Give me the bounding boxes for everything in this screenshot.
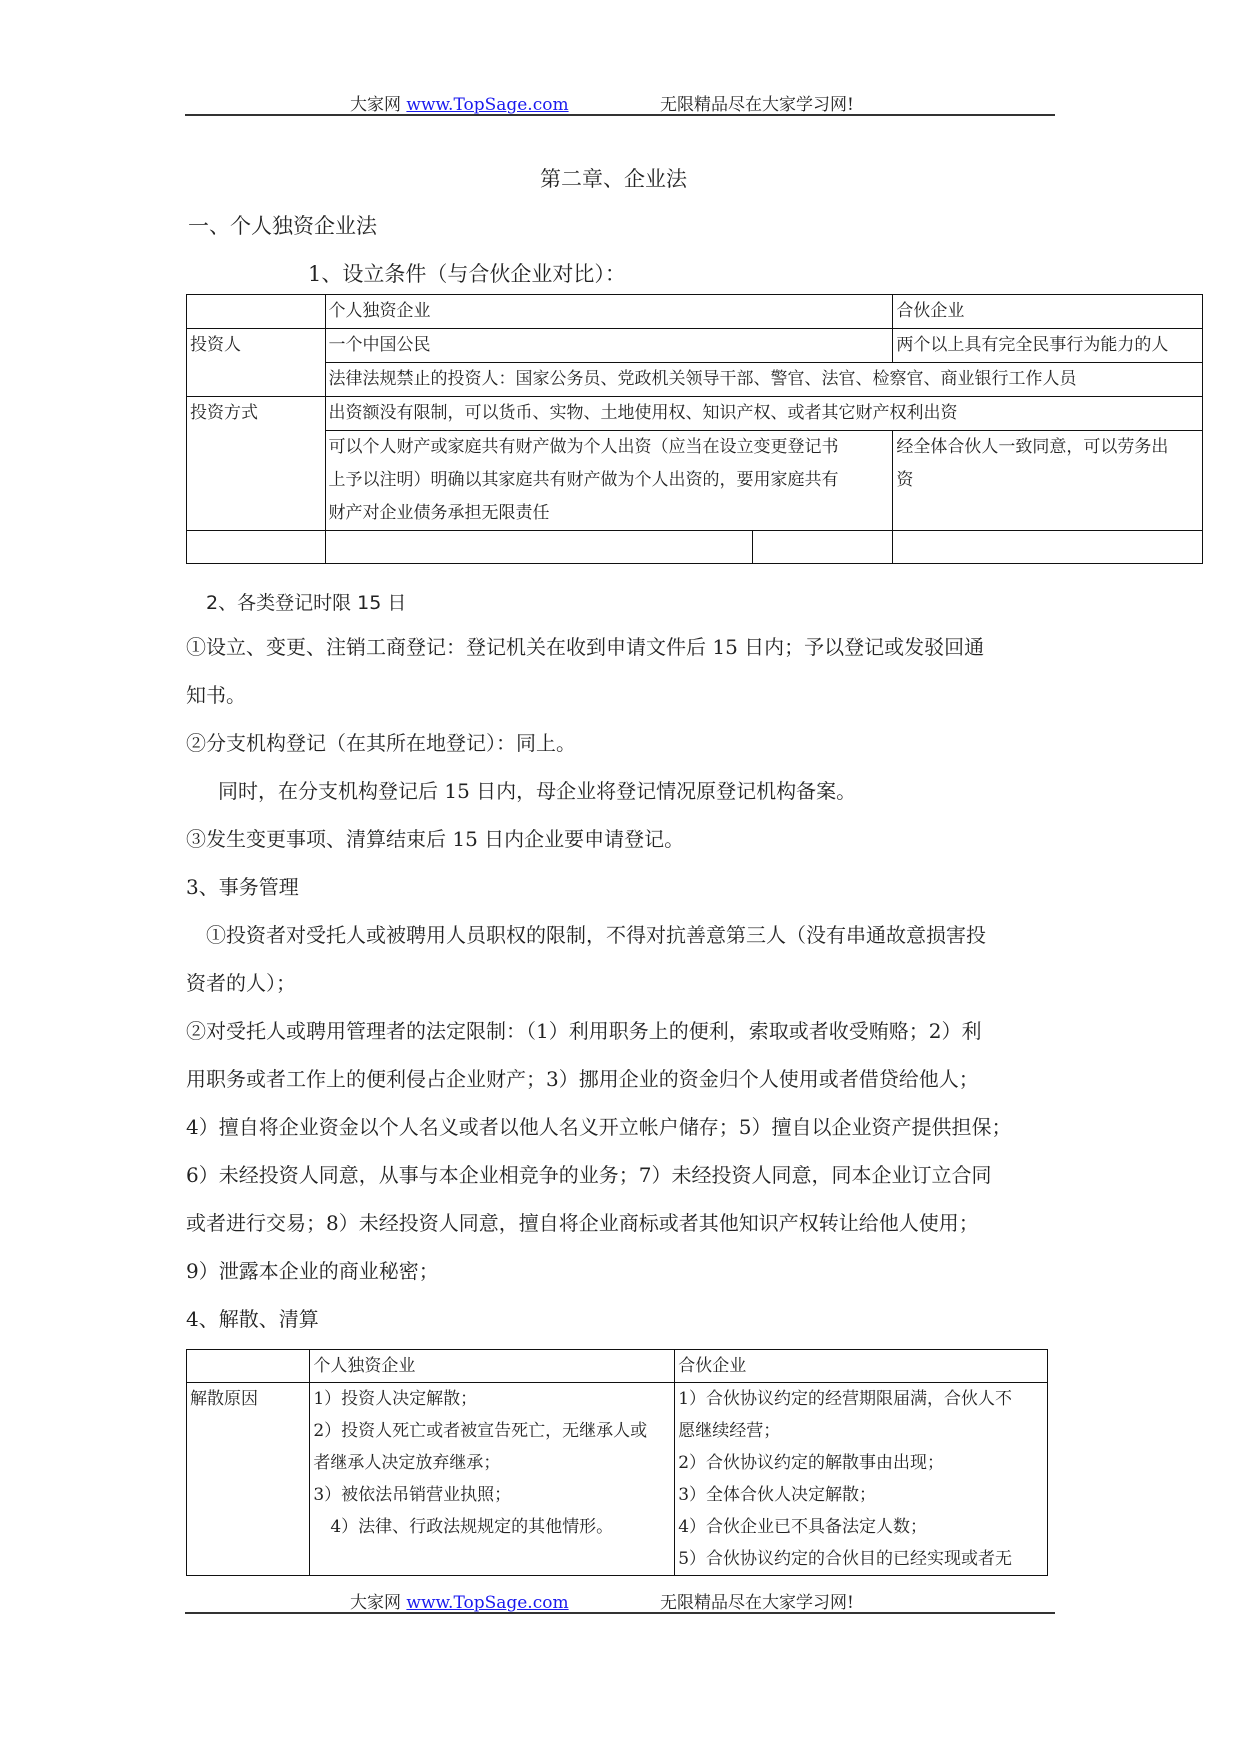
header-slogan: 无限精品尽在大家学习网! bbox=[660, 95, 854, 115]
cell-investor-partnership: 两个以上具有完全民事行为能力的人 bbox=[893, 329, 1203, 363]
cell-line: 可以个人财产或家庭共有财产做为个人出资（应当在设立变更登记书 bbox=[328, 437, 839, 457]
chapter-title: 第二章、企业法 bbox=[540, 167, 687, 191]
paragraph: 知书。 bbox=[186, 683, 246, 707]
subsection-title-4: 4、解散、清算 bbox=[186, 1307, 319, 1331]
footer-rule bbox=[185, 1612, 1055, 1614]
cell-line: 经全体合伙人一致同意，可以劳务出 bbox=[896, 437, 1169, 457]
cell-line: 资 bbox=[896, 470, 914, 490]
cell-line: 2）合伙协议约定的解散事由出现； bbox=[678, 1453, 945, 1473]
cell-line: 2）投资人死亡或者被宣告死亡，无继承人或 bbox=[313, 1421, 648, 1441]
table-row bbox=[187, 1383, 1048, 1576]
paragraph: 用职务或者工作上的便利侵占企业财产；3）挪用企业的资金归个人使用或者借贷给他人； bbox=[186, 1067, 979, 1091]
cell-line: 3）全体合伙人决定解散； bbox=[678, 1485, 877, 1505]
cell-line: 3）被依法吊销营业执照； bbox=[313, 1485, 512, 1505]
table-row bbox=[187, 531, 1203, 564]
paragraph: 或者进行交易；8）未经投资人同意，擅自将企业商标或者其他知识产权转让给他人使用； bbox=[186, 1211, 979, 1235]
row-label-reason: 解散原因 bbox=[187, 1383, 310, 1576]
paragraph: ①设立、变更、注销工商登记：登记机关在收到申请文件后 15 日内；予以登记或发驳回通 bbox=[186, 635, 985, 659]
table-row bbox=[187, 363, 1203, 397]
table-row bbox=[187, 295, 1203, 329]
footer-slogan: 无限精品尽在大家学习网! bbox=[660, 1593, 854, 1613]
cell-line: 1）合伙协议约定的经营期限届满，合伙人不 bbox=[678, 1389, 1013, 1409]
header-link[interactable]: www.TopSage.com bbox=[406, 95, 569, 115]
cell-line: 5）合伙协议约定的合伙目的已经实现或者无 bbox=[678, 1549, 1013, 1569]
cell-method-partnership bbox=[893, 431, 1203, 531]
cell-method-common: 出资额没有限制，可以货币、实物、土地使用权、知识产权、或者其它财产权利出资 bbox=[325, 397, 1202, 431]
table-cell-empty bbox=[893, 531, 1203, 564]
cell-line bbox=[313, 1543, 671, 1575]
paragraph: 同时，在分支机构登记后 15 日内，母企业将登记情况原登记机构备案。 bbox=[218, 779, 857, 803]
subsection-title-2: 2、各类登记时限 15 日 bbox=[206, 592, 407, 614]
cell-line: 者继承人决定放弃继承； bbox=[313, 1453, 501, 1473]
paragraph: ③发生变更事项、清算结束后 15 日内企业要申请登记。 bbox=[186, 827, 685, 851]
dissolution-table bbox=[186, 1349, 1048, 1576]
cell-prohibited-investors: 法律法规禁止的投资人：国家公务员、党政机关领导干部、警官、法官、检察官、商业银行工作人员 bbox=[325, 363, 1202, 397]
cell-reason-sole bbox=[310, 1383, 675, 1576]
footer-link[interactable]: www.TopSage.com bbox=[406, 1593, 569, 1613]
cell-line: 财产对企业债务承担无限责任 bbox=[328, 503, 550, 523]
paragraph: ①投资者对受托人或被聘用人员职权的限制，不得对抗善意第三人（没有串通故意损害投 bbox=[206, 923, 986, 947]
paragraph: 6）未经投资人同意，从事与本企业相竞争的业务；7）未经投资人同意，同本企业订立合同 bbox=[186, 1163, 992, 1187]
paragraph: 资者的人）； bbox=[186, 971, 296, 995]
cell-investor-sole: 一个中国公民 bbox=[325, 329, 893, 363]
col-header-sole: 个人独资企业 bbox=[325, 295, 893, 329]
cell-line: 4）合伙企业已不具备法定人数； bbox=[678, 1517, 928, 1537]
cell-line: 上予以注明）明确以其家庭共有财产做为个人出资的，要用家庭共有 bbox=[328, 470, 839, 490]
footer-site: 大家网 bbox=[350, 1593, 401, 1613]
cell-line: 1）投资人决定解散； bbox=[313, 1389, 478, 1409]
subsection-title-1: 1、设立条件（与合伙企业对比）： bbox=[308, 262, 626, 286]
cell-method-sole bbox=[325, 431, 893, 531]
page-footer bbox=[350, 1588, 569, 1613]
header-site: 大家网 bbox=[350, 95, 401, 115]
paragraph: ②分支机构登记（在其所在地登记）：同上。 bbox=[186, 731, 576, 755]
table-row bbox=[187, 329, 1203, 363]
cell-reason-partnership bbox=[675, 1383, 1048, 1576]
subsection-title-3: 3、事务管理 bbox=[186, 875, 299, 899]
table-cell-empty bbox=[187, 1350, 310, 1383]
row-label-investor: 投资人 bbox=[187, 329, 326, 397]
col-header-sole: 个人独资企业 bbox=[310, 1350, 675, 1383]
table-cell-empty bbox=[325, 531, 753, 564]
paragraph: 9）泄露本企业的商业秘密； bbox=[186, 1259, 439, 1283]
page-header bbox=[350, 90, 569, 115]
table-row bbox=[187, 1350, 1048, 1383]
cell-line: 愿继续经营； bbox=[678, 1421, 781, 1441]
table-cell-empty bbox=[187, 531, 326, 564]
table-cell-empty bbox=[187, 295, 326, 329]
col-header-partnership: 合伙企业 bbox=[675, 1350, 1048, 1383]
setup-conditions-table bbox=[186, 294, 1203, 564]
table-row bbox=[187, 397, 1203, 431]
section-title: 一、个人独资企业法 bbox=[188, 214, 377, 238]
paragraph: 4）擅自将企业资金以个人名义或者以他人名义开立帐户储存；5）擅自以企业资产提供担保； bbox=[186, 1115, 1012, 1139]
header-rule bbox=[185, 114, 1055, 116]
paragraph: ②对受托人或聘用管理者的法定限制：（1）利用职务上的便利，索取或者收受贿赂；2）利 bbox=[186, 1019, 982, 1043]
table-cell-empty bbox=[753, 531, 893, 564]
row-label-method: 投资方式 bbox=[187, 397, 326, 531]
table-row bbox=[187, 431, 1203, 531]
col-header-partnership: 合伙企业 bbox=[893, 295, 1203, 329]
cell-line: 4）法律、行政法规规定的其他情形。 bbox=[313, 1517, 614, 1537]
